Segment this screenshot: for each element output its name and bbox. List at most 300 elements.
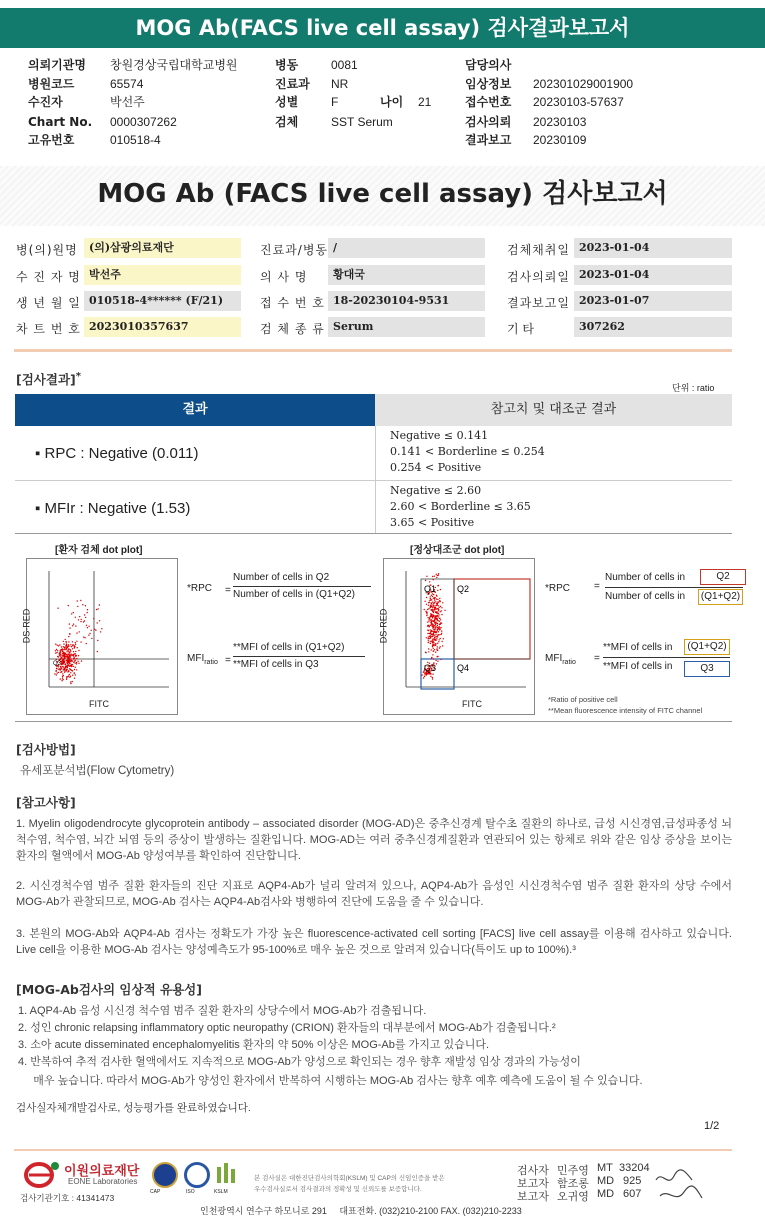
request-date-label: 검사의뢰 [465, 115, 512, 129]
scatter-dot [75, 642, 76, 643]
scatter-dot [438, 573, 439, 574]
scatter-dot [433, 650, 434, 651]
scatter-dot [439, 607, 440, 608]
report-header-title: MOG Ab(FACS live cell assay) 검사결과보고서 [0, 8, 765, 48]
scatter-dot [77, 606, 78, 607]
scatter-dot [69, 657, 70, 658]
info-label: 병(의)원명 [16, 243, 78, 257]
scatter-dot [54, 673, 55, 674]
mfi-formula-label: $MFI_{ratio}$ [187, 653, 218, 666]
scatter-dot [423, 677, 424, 678]
scatter-dot [75, 644, 76, 645]
report-date-value: 20230109 [533, 133, 587, 147]
scatter-dot [433, 612, 434, 613]
scatter-dot [69, 623, 70, 624]
info-value: 010518-4****** (F/21) [84, 291, 241, 311]
rpc-result: ▪ RPC : Negative (0.011) [35, 445, 199, 462]
scatter-dot [55, 650, 56, 651]
scatter-dot [436, 622, 437, 623]
scatter-dot [68, 605, 69, 606]
scatter-dot [432, 678, 433, 679]
scatter-dot [63, 662, 64, 663]
q2-label: Q2 [457, 584, 470, 594]
scatter-dot [62, 666, 63, 667]
scatter-dot [427, 629, 428, 630]
scatter-dot [438, 634, 439, 635]
divider [15, 721, 732, 722]
scatter-dot [91, 638, 92, 639]
staff-title: MT [597, 1162, 613, 1174]
info-value: 2023-01-07 [574, 291, 732, 311]
scatter-dot [435, 601, 436, 602]
scatter-dot [426, 604, 427, 605]
scatter-dot [96, 609, 97, 610]
scatter-dot [437, 625, 438, 626]
scatter-dot [74, 673, 75, 674]
scatter-dot [438, 639, 439, 640]
scatter-dot [71, 613, 72, 614]
scatter-dot [427, 633, 428, 634]
scatter-dot [84, 620, 85, 621]
mfir-ref-positive: 3.65 < Positive [390, 516, 475, 529]
unique-no-value: 010518-4 [110, 133, 161, 147]
agency-number: 검사기관기호 : 41341473 [20, 1193, 115, 1203]
info-label: 검체채취일 [507, 243, 570, 257]
info-value: / [328, 238, 485, 258]
info-value: 박선주 [84, 265, 241, 285]
control-scatter [384, 559, 534, 714]
scatter-dot [433, 605, 434, 606]
scatter-dot [68, 670, 69, 671]
scatter-dot [437, 656, 438, 657]
scatter-dot [72, 675, 73, 676]
rpc-ref-positive: 0.254 < Positive [390, 461, 482, 474]
info-label: 기 타 [507, 322, 534, 336]
fraction-line [603, 657, 730, 658]
page-number: 1/2 [704, 1120, 720, 1132]
scatter-dot [75, 625, 76, 626]
scatter-dot [72, 625, 73, 626]
scatter-dot [86, 643, 87, 644]
scatter-dot [425, 652, 426, 653]
info-value: 18-20230104-9531 [328, 291, 485, 311]
scatter-dot [67, 654, 68, 655]
scatter-dot [437, 661, 438, 662]
scatter-dot [437, 623, 438, 624]
scatter-dot [66, 644, 67, 645]
scatter-dot [437, 599, 438, 600]
scatter-dot [427, 625, 428, 626]
scatter-dot [69, 668, 70, 669]
divider [14, 349, 732, 352]
scatter-dot [437, 619, 438, 620]
scatter-dot [430, 676, 431, 677]
patient-value: 박선주 [110, 95, 145, 109]
scatter-dot [434, 629, 435, 630]
scatter-dot [66, 642, 67, 643]
info-value: Serum [328, 317, 485, 337]
scatter-dot [68, 656, 69, 657]
scatter-dot [97, 651, 98, 652]
scatter-dot [438, 641, 439, 642]
scatter-dot [80, 641, 81, 642]
scatter-dot [431, 621, 432, 622]
equals-sign: = [594, 581, 600, 592]
clinical-info-value: 202301029001900 [533, 77, 634, 91]
scatter-dot [439, 634, 440, 635]
info-label: 생 년 월 일 [16, 296, 81, 310]
unique-no-label: 고유번호 [28, 133, 75, 147]
scatter-dot [436, 574, 437, 575]
scatter-dot [74, 678, 75, 679]
staff-title: MD [597, 1188, 615, 1200]
scatter-dot [441, 641, 442, 642]
rpc-denominator: Number of cells in (Q1+Q2) [233, 589, 355, 600]
scatter-dot [87, 627, 88, 628]
scatter-dot [70, 649, 71, 650]
scatter-dot [64, 661, 65, 662]
scatter-dot [433, 645, 434, 646]
scatter-dot [435, 660, 436, 661]
scatter-dot [73, 645, 74, 646]
staff-title: MD [597, 1175, 615, 1187]
scatter-dot [62, 653, 63, 654]
info-value: 307262 [574, 317, 732, 337]
scatter-dot [431, 602, 432, 603]
scatter-dot [55, 652, 56, 653]
scatter-dot [427, 621, 428, 622]
scatter-dot [433, 610, 434, 611]
equals-sign: = [225, 655, 231, 666]
scatter-dot [76, 663, 77, 664]
scatter-dot [73, 666, 74, 667]
org-name-en: EONE Laboratories [68, 1177, 138, 1186]
scatter-dot [437, 611, 438, 612]
scatter-dot [437, 603, 438, 604]
scatter-dot [424, 601, 425, 602]
scatter-dot [438, 601, 439, 602]
scatter-dot [73, 612, 74, 613]
scatter-dot [442, 602, 443, 603]
scatter-dot [65, 654, 66, 655]
specimen-value: SST Serum [331, 115, 393, 129]
scatter-dot [63, 641, 64, 642]
chart-no-label: Chart No. [28, 115, 93, 129]
scatter-dot [431, 595, 432, 596]
scatter-dot [58, 669, 59, 670]
utility-item: 3. 소아 acute disseminated encephalomyelitis 환자의 약 50% 이상은 MOG-Ab를 가지고 있습니다. [18, 1039, 490, 1051]
scatter-dot [440, 646, 441, 647]
scatter-dot [77, 661, 78, 662]
patient-plot-title: [환자 검체 dot plot] [55, 545, 143, 556]
scatter-dot [433, 627, 434, 628]
hospital-value: 창원경상국립대학교병원 [110, 58, 238, 72]
org-name-kr: 이원의료재단 [64, 1164, 140, 1179]
scatter-dot [430, 598, 431, 599]
scatter-dot [429, 638, 430, 639]
q3-label: Q3 [424, 663, 437, 673]
scatter-dot [432, 677, 433, 678]
rpc-formula-label: *RPC [545, 583, 571, 594]
scatter-dot [439, 598, 440, 599]
age-value: 21 [418, 95, 432, 109]
clinical-info-label: 임상정보 [465, 77, 512, 91]
scatter-dot [68, 644, 69, 645]
scatter-dot [441, 634, 442, 635]
scatter-dot [433, 658, 434, 659]
patient-dot-plot [21, 558, 178, 715]
scatter-dot [73, 656, 74, 657]
scatter-dot [59, 668, 60, 669]
patient-scatter [27, 559, 177, 714]
ward-label: 병동 [275, 58, 299, 72]
scatter-dot [440, 589, 441, 590]
scatter-dot [432, 624, 433, 625]
scatter-dot [441, 610, 442, 611]
q4-label: Q4 [457, 663, 470, 673]
scatter-dot [99, 620, 100, 621]
scatter-dot [76, 655, 77, 656]
scatter-dot [63, 649, 64, 650]
scatter-dot [432, 620, 433, 621]
scatter-dot [76, 641, 77, 642]
q3-box: Q3 [684, 661, 730, 677]
scatter-dot [438, 616, 439, 617]
divider [375, 426, 376, 533]
scatter-dot [83, 636, 84, 637]
scatter-dot [432, 601, 433, 602]
notes-title: [참고사항] [16, 795, 76, 810]
scatter-dot [432, 636, 433, 637]
scatter-dot [75, 617, 76, 618]
scatter-dot [100, 631, 101, 632]
equals-sign: = [225, 585, 231, 596]
info-value: 황대국 [328, 265, 485, 285]
scatter-dot [77, 647, 78, 648]
control-plot-title: [정상대조군 dot plot] [410, 545, 505, 556]
scatter-dot [56, 668, 57, 669]
scatter-dot [66, 660, 67, 661]
info-label: 의 사 명 [260, 270, 308, 284]
scatter-dot [438, 605, 439, 606]
scatter-dot [57, 672, 58, 673]
scatter-dot [59, 653, 60, 654]
scatter-dot [431, 630, 432, 631]
rpc-numerator-text: Number of cells in [605, 572, 686, 583]
scatter-dot [436, 595, 437, 596]
scatter-dot [430, 631, 431, 632]
rpc-formula-label: *RPC [187, 583, 213, 594]
iso-logo-icon [184, 1162, 210, 1188]
note-paragraph-2: 2. 시신경척수염 범주 질환 환자들의 진단 지표로 AQP4-Ab가 널리 알려져 있으나, AQP4-Ab가 음성인 시신경척수염 범주 질환 환자의 상당 수에서 MOG-Ab가 관찰되므로, MOG-Ab 검사는 AQP4-Ab검사와 병행하여 진단에 도움을 줄 수 있습니다. [16, 880, 732, 908]
scatter-dot [57, 645, 58, 646]
scatter-dot [58, 656, 59, 657]
scatter-dot [86, 625, 87, 626]
scatter-dot [69, 674, 70, 675]
mfir-ref-negative: Negative ≤ 2.60 [390, 484, 482, 497]
staff-name: 함조롱 [557, 1178, 589, 1190]
scatter-dot [66, 651, 67, 652]
scatter-dot [68, 660, 69, 661]
scatter-dot [72, 660, 73, 661]
ward-value: 0081 [331, 58, 358, 72]
iso-logo-caption: ISO [186, 1189, 195, 1195]
scatter-dot [74, 669, 75, 670]
q1q2-box: (Q1+Q2) [684, 639, 730, 655]
dept-label: 진료과 [275, 77, 310, 91]
scatter-dot [444, 610, 445, 611]
scatter-dot [426, 576, 427, 577]
scatter-dot [94, 629, 95, 630]
scatter-dot [434, 608, 435, 609]
scatter-dot [85, 617, 86, 618]
scatter-dot [430, 606, 431, 607]
scatter-dot [78, 655, 79, 656]
scatter-dot [438, 575, 439, 576]
scatter-dot [61, 649, 62, 650]
scatter-dot [67, 676, 68, 677]
scatter-dot [70, 683, 71, 684]
unit-label: 단위 : ratio [672, 383, 715, 393]
chart-no-value: 0000307262 [110, 115, 177, 129]
scatter-dot [62, 679, 63, 680]
scatter-dot [68, 641, 69, 642]
scatter-dot [431, 614, 432, 615]
scatter-dot [56, 659, 57, 660]
scatter-dot [426, 673, 427, 674]
scatter-dot [75, 674, 76, 675]
hospital-label: 의뢰기관명 [28, 58, 86, 72]
scatter-dot [77, 600, 78, 601]
scatter-dot [421, 674, 422, 675]
staff-number: 33204 [619, 1162, 650, 1174]
scatter-dot [440, 627, 441, 628]
cap-logo-caption: CAP [150, 1189, 161, 1195]
scatter-dot [430, 641, 431, 642]
scatter-dot [441, 623, 442, 624]
scatter-dot [70, 656, 71, 657]
scatter-dot [435, 645, 436, 646]
staff-number: 607 [623, 1188, 642, 1200]
scatter-dot [439, 647, 440, 648]
scatter-dot [71, 658, 72, 659]
mfi-formula-label: $MFI_{ratio}$ [545, 653, 576, 666]
scatter-dot [87, 609, 88, 610]
mfi-numerator-text: **MFI of cells in [603, 642, 673, 653]
patient-label: 수진자 [28, 95, 63, 109]
control-dot-plot [378, 558, 535, 715]
scatter-dot [430, 643, 431, 644]
scatter-dot [433, 598, 434, 599]
scatter-dot [58, 672, 59, 673]
scatter-dot [432, 674, 433, 675]
q1q2-box: (Q1+Q2) [698, 589, 743, 605]
staff-name: 오귀영 [557, 1191, 589, 1203]
note-paragraph-1: 1. Myelin oligodendrocyte glycoprotein antibody – associated disorder (MOG-AD)은 중추신경계 탈수초 질환의 하나로, 급성 시신경염,급성파종성 뇌척수염, 척수염, 뇌간 뇌염 등의 증상이 발생하는 질환입니다. MOG-AD는 여러 중추신경계질환과 연관되어 있는 항체로 위와 같은 임상 증상을 보이는 환자의 혈액에서 MOG-Ab 양성여부를 확인하여 진단합니다. [16, 818, 732, 862]
scatter-dot [72, 681, 73, 682]
scatter-dot [61, 680, 62, 681]
scatter-dot [66, 670, 67, 671]
scatter-dot [63, 667, 64, 668]
report-title: MOG Ab (FACS live cell assay) 검사보고서 [97, 179, 668, 209]
dept-value: NR [331, 77, 349, 91]
scatter-dot [70, 661, 71, 662]
scatter-dot [440, 624, 441, 625]
x-axis-label: FITC [89, 699, 109, 709]
scatter-dot [432, 642, 433, 643]
scatter-dot [434, 622, 435, 623]
scatter-dot [437, 629, 438, 630]
scatter-dot [431, 649, 432, 650]
scatter-dot [61, 657, 62, 658]
scatter-dot [440, 601, 441, 602]
scatter-dot [432, 639, 433, 640]
scatter-dot [433, 638, 434, 639]
scatter-dot [433, 594, 434, 595]
scatter-dot [75, 667, 76, 668]
scatter-dot [72, 644, 73, 645]
rpc-ref-borderline: 0.141 < Borderline ≤ 0.254 [390, 445, 545, 458]
x-axis-label: FITC [462, 699, 482, 709]
scatter-dot [435, 643, 436, 644]
scatter-dot [430, 673, 431, 674]
scatter-dot [62, 655, 63, 656]
scatter-dot [88, 635, 89, 636]
scatter-dot [428, 626, 429, 627]
scatter-dot [60, 678, 61, 679]
scatter-dot [59, 644, 60, 645]
scatter-dot [89, 633, 90, 634]
mfi-denominator-text: **MFI of cells in [603, 661, 673, 672]
results-section-title: [검사결과]* [16, 370, 81, 387]
staff-role: 보고자 [517, 1191, 549, 1203]
scatter-dot [63, 646, 64, 647]
scatter-dot [432, 611, 433, 612]
q3-label: Q3 [53, 661, 62, 667]
rpc-denominator-text: Number of cells in [605, 591, 686, 602]
scatter-dot [69, 627, 70, 628]
scatter-dot [55, 671, 56, 672]
staff-role: 보고자 [517, 1178, 549, 1190]
scatter-dot [74, 658, 75, 659]
scatter-dot [57, 650, 58, 651]
scatter-dot [75, 651, 76, 652]
scatter-dot [440, 606, 441, 607]
scatter-dot [61, 671, 62, 672]
scatter-dot [428, 640, 429, 641]
scatter-dot [97, 622, 98, 623]
scatter-dot [438, 613, 439, 614]
scatter-dot [433, 625, 434, 626]
scatter-dot [88, 626, 89, 627]
scatter-dot [85, 605, 86, 606]
scatter-dot [438, 614, 439, 615]
age-label: 나이 [380, 95, 404, 109]
scatter-dot [58, 645, 59, 646]
scatter-dot [443, 638, 444, 639]
scatter-dot [432, 596, 433, 597]
result-column-header: 결과 [15, 394, 375, 426]
scatter-dot [74, 660, 75, 661]
footnote-mfi: **Mean fluorescence intensity of FITC channel [548, 706, 703, 715]
doctor-label: 담당의사 [465, 58, 512, 72]
scatter-dot [93, 618, 94, 619]
scatter-dot [439, 621, 440, 622]
scatter-dot [70, 681, 71, 682]
scatter-dot [442, 645, 443, 646]
utility-item: 1. AQP4-Ab 음성 시신경 척수염 범주 질환 환자의 상당수에서 MOG-Ab가 검출됩니다. [18, 1005, 427, 1017]
info-value: 2023010357637 [84, 317, 241, 337]
